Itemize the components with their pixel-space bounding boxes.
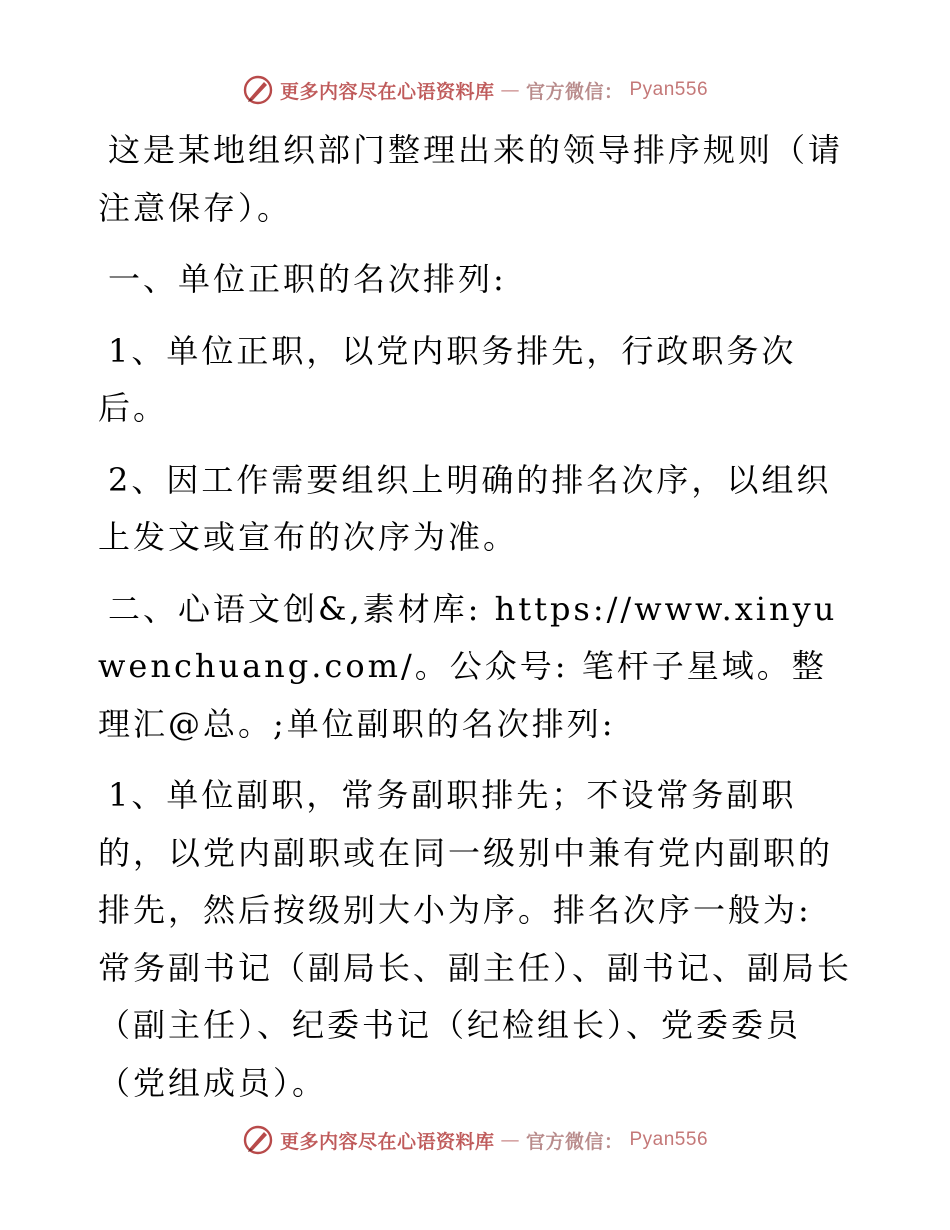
quill-circle-icon [242, 74, 274, 106]
watermark-id-text: Pyan556 [629, 1129, 709, 1150]
quill-circle-icon [242, 1124, 274, 1156]
watermark-footer [0, 1120, 950, 1160]
paragraph-section-one-item-2: 2、因工作需要组织上明确的排名次序，以组织上发文或宣布的次序为准。 [98, 460, 832, 556]
watermark-aux-text: 官方微信： [525, 1130, 624, 1153]
paragraph-section-one-item-1: 1、单位正职，以党内职务排先，行政职务次后。 [98, 331, 797, 427]
watermark-aux-text: 官方微信： [525, 80, 624, 103]
paragraph-section-one-heading: 一、单位正职的名次排列: [108, 260, 507, 298]
watermark-separator: — [500, 1129, 520, 1151]
watermark-main-text: 更多内容尽在心语资料库 [279, 1130, 495, 1153]
paragraph-section-two-item-1: 1、单位副职，常务副职排先；不设常务副职的，以党内副职或在同一级别中兼有党内副职的排先，然后按级别大小为序。排名次序一般为: 常务副书记（副局长、副主任）、副书记、副局长（副主任）、纪委书记（纪检组长）、党委委员（党组成员）。 [98, 776, 853, 1102]
watermark-main-text: 更多内容尽在心语资料库 [279, 80, 495, 103]
watermark-header [0, 70, 950, 110]
document-body [98, 122, 858, 1126]
paragraph-intro: 这是某地组织部门整理出来的领导排序规则（请注意保存）。 [98, 131, 844, 227]
paragraph-section-two-heading: 二、心语文创&,素材库: https://www.xinyuwenchuang.com/。公众号: 笔杆子星域。整理汇@总。;单位副职的名次排列: [98, 589, 838, 743]
watermark-id-text: Pyan556 [629, 79, 709, 100]
watermark-separator: — [500, 79, 520, 101]
